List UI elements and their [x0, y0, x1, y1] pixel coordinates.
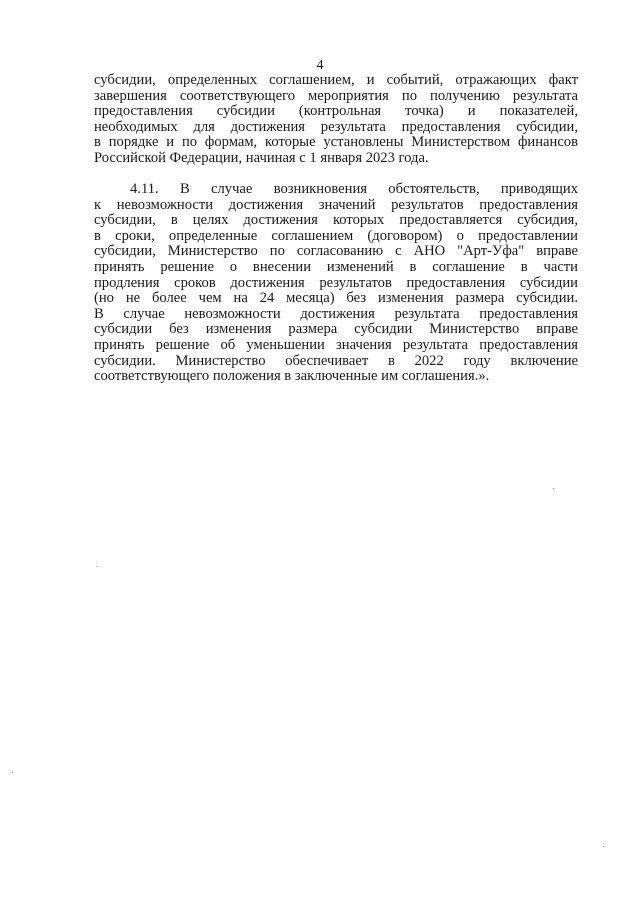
text-line: соответствующего положения в заключенные им соглашения.».: [94, 368, 490, 385]
paragraph-continuation: [94, 73, 578, 167]
scan-speck: [553, 488, 554, 489]
text-line: в сроки, определенные соглашением (договором) о предоставлении: [94, 227, 578, 244]
text-line: необходимых для достижения результата предоставления субсидии,: [94, 118, 578, 135]
scan-speck: [96, 566, 97, 567]
text-line: субсидии без изменения размера субсидии Министерство вправе: [94, 321, 578, 338]
text-line: Российской Федерации, начиная с 1 января 2023 года.: [94, 149, 429, 166]
text-line: субсидии, Министерство по согласованию с АНО "Арт-Уфа" вправе: [94, 243, 578, 260]
text-line: предоставления субсидии (контрольная точка) и показателей,: [94, 103, 578, 120]
text-line: (но не более чем на 24 месяца) без изменения размера субсидии.: [94, 290, 578, 307]
text-line: к невозможности достижения значений результатов предоставления: [94, 196, 578, 213]
text-line: завершения соответствующего мероприятия по получению результата: [94, 87, 578, 104]
text-line: принять решение об уменьшении значения результата предоставления: [94, 336, 578, 353]
text-line: 4.11. В случае возникновения обстоятельств, приводящих: [130, 181, 578, 197]
text-line: принять решение о внесении изменений в соглашение в части: [94, 258, 578, 275]
text-line: продления сроков достижения результатов предоставления субсидии: [94, 274, 578, 291]
text-line: субсидии, в целях достижения которых предоставляется субсидия,: [94, 212, 578, 229]
text-line: субсидии. Министерство обеспечивает в 2022 году включение: [94, 352, 578, 369]
paragraph-4-11: [94, 182, 578, 385]
scan-speck: [12, 772, 13, 773]
text-line: в порядке и по формам, которые установлены Министерством финансов: [94, 134, 578, 151]
scan-speck: [603, 846, 604, 847]
page-number: 4: [316, 58, 324, 73]
text-line: В случае невозможности достижения результата предоставления: [94, 305, 578, 322]
text-line: субсидии, определенных соглашением, и событий, отражающих факт: [94, 72, 578, 88]
